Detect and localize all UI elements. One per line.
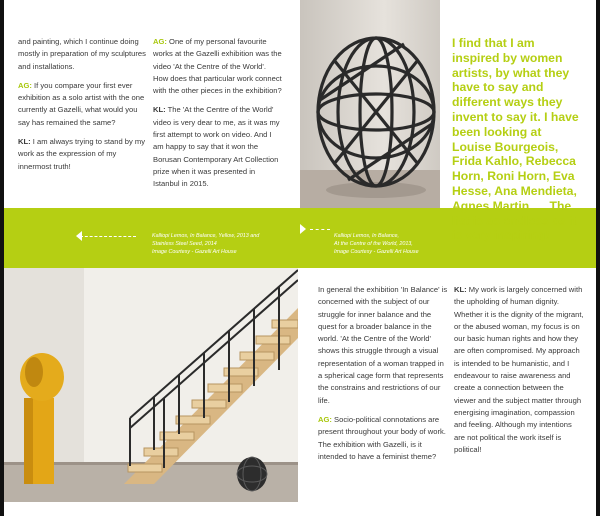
answer — [18, 136, 146, 173]
answer-text: My work is largely concerned with the upholding of human dignity. Whether it is the dignity of the migrant, or the abused woman, my focus is on our basic human rights and how they are often compromised. My approach is intended to be humanistic, and I endeavour to raise awareness and create a connection between the viewer and the subject matter through energising imagination, compassion and feeling. Although my intentions are not political the work itself is political! — [454, 285, 584, 454]
answer — [153, 104, 283, 190]
answer-tag: KL: — [153, 105, 166, 115]
question-text: If you compare your first ever exhibition as a solo artist with the one currently at Gazelli, what would you say has remained the same? — [18, 80, 145, 127]
text-column-3 — [318, 284, 448, 470]
question — [153, 36, 283, 97]
caption-arrow-right — [300, 224, 306, 234]
gallery-staircase-image — [4, 268, 298, 502]
caption-pointer-left — [80, 236, 136, 237]
pull-quote: I find that I am inspired by women artists, by what they have to say and different ways they invent to say it. I have been looking at Louise Bourgeois, Frida Kahlo, Rebecca Horn, Roni Horn, Eva Hesse, Ana Mendieta, Agnes Martin .... The list is as endless as it is very inspiring! — [452, 36, 579, 243]
text-column-2 — [153, 36, 283, 198]
answer-text: The 'At the Centre of the World' video is very dear to me, as it was my first attempt to work on video. And I am happy to say that it won the Borusan Contemporary Art Collection prize when it was presented in Istanbul in 2015. — [153, 105, 280, 189]
question — [318, 414, 448, 463]
gallery-staircase-photo — [4, 268, 298, 502]
answer-text: I am always trying to stand by my work as the expression of my innermost truth! — [18, 137, 146, 171]
answer — [454, 284, 584, 456]
image-caption-right: Kalliopi Lemos, In Balance, At the Centre of the World, 2013, Image Courtesy - Gazelli Art House — [334, 233, 419, 255]
image-caption-left: Kalliopi Lemos, In Balance, Yellow, 2013 and Stainless Steel Seed, 2014 Image Courtesy - Gazelli Art House — [152, 233, 260, 255]
question-tag: AG: — [153, 37, 167, 46]
body-text: In general the exhibition 'In Balance' is concerned with the subject of our struggle for inner balance and the quest for a broader balance in the world. 'At the Centre of the World' shows this struggle through a visual representation of a woman trapped in a spherical cage form that represents the constrains and restrictions of our life. — [318, 285, 448, 405]
right-page-edge — [596, 0, 600, 516]
text-column-1 — [18, 36, 146, 180]
sphere-sculpture-image — [300, 0, 440, 208]
question — [18, 80, 146, 129]
answer-tag: KL: — [18, 137, 31, 147]
caption-arrow-left — [76, 231, 82, 241]
question-tag: AG: — [318, 414, 332, 424]
caption-pointer-right — [310, 229, 330, 230]
question-text: One of my personal favourite works at the Gazelli exhibition was the video 'At the Centre of the World'. How does that particular work connect with the other pieces in the exhibition? — [153, 37, 282, 96]
question-tag: AG: — [18, 80, 32, 90]
answer-tag: KL: — [454, 285, 467, 294]
paragraph — [18, 36, 146, 73]
paragraph — [318, 284, 448, 407]
question-text: Socio-political connotations are present throughout your body of work. The exhibition with Gazelli, is it intended to have a feminist theme? — [318, 414, 446, 461]
body-text: and painting, which I continue doing mostly in preparation of my sculptures and installations. — [18, 37, 146, 71]
text-column-4 — [454, 284, 584, 463]
sphere-sculpture-photo — [300, 0, 440, 208]
